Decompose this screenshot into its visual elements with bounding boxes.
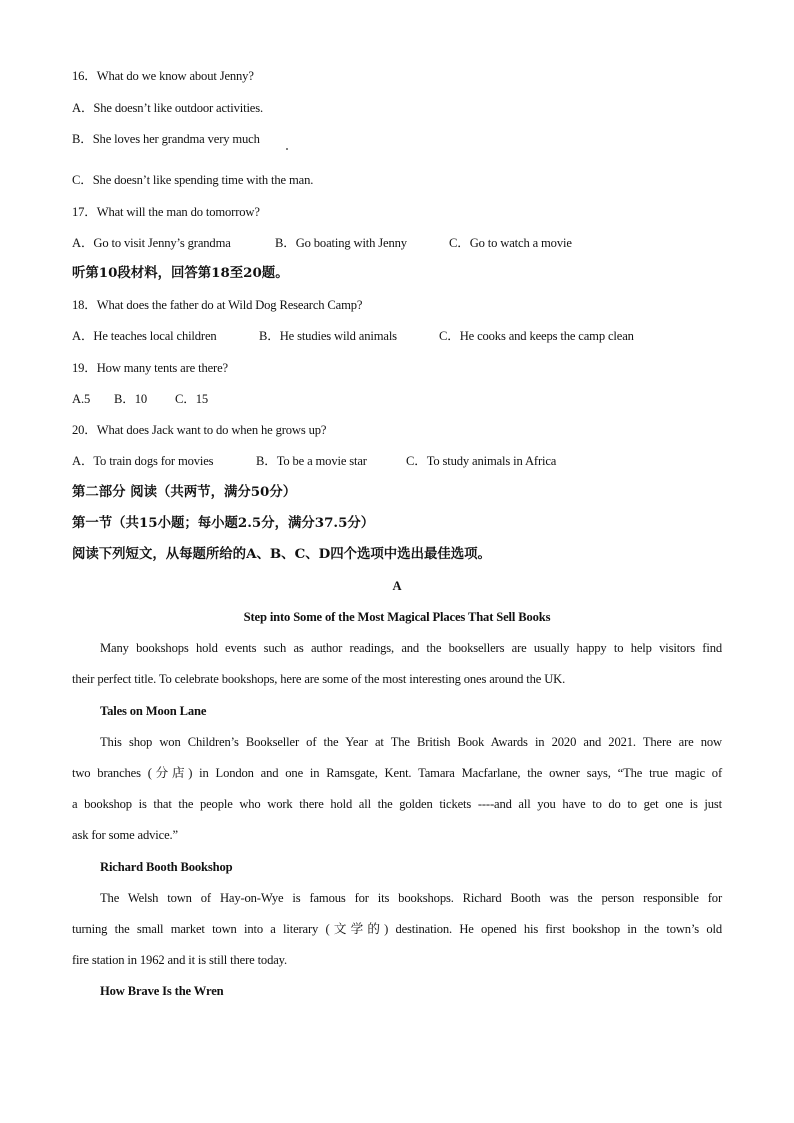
- question-17-stem: 17．What will the man do tomorrow?: [72, 205, 260, 219]
- section-1-heading: 第一节（共15小题；每小题2.5分，满分37.5分）: [72, 515, 375, 531]
- passage-title: Step into Some of the Most Magical Places That Sell Books: [243, 610, 551, 624]
- question-18-stem: 18．What does the father do at Wild Dog Research Camp?: [72, 298, 363, 312]
- question-19-option-c: C．15: [175, 392, 208, 406]
- question-17-options: [72, 235, 572, 251]
- shop-2-line-2: turning the small market town into a literary (文学的) destination. He opened his first bookshop in the town’s old: [72, 922, 722, 936]
- question-19-option-a: A.5: [72, 392, 91, 406]
- section-10-heading: 听第10段材料，回答第18至20题。: [72, 265, 289, 281]
- question-17-option-c: C．Go to watch a movie: [449, 236, 572, 250]
- question-16-option-b: B．She loves her grandma very much: [72, 132, 260, 146]
- question-16-stem: 16．What do we know about Jenny?: [72, 69, 254, 83]
- shop-2-line-1: The Welsh town of Hay-on-Wye is famous for its bookshops. Richard Booth was the person responsible for: [100, 891, 722, 905]
- shop-2-line-3: fire station in 1962 and it is still there today.: [72, 953, 287, 967]
- shop-1-line-4: ask for some advice.”: [72, 828, 178, 842]
- question-16-option-c: C．She doesn’t like spending time with the man.: [72, 173, 314, 187]
- question-17-option-a: A．Go to visit Jenny’s grandma: [72, 236, 231, 250]
- question-20-stem: 20．What does Jack want to do when he grows up?: [72, 423, 327, 437]
- question-17-option-b: B．Go boating with Jenny: [275, 236, 407, 250]
- shop-1-line-2: two branches (分店) in London and one in Ramsgate, Kent. Tamara Macfarlane, the owner says, “The true magic of: [72, 766, 722, 780]
- question-18-option-c: C．He cooks and keeps the camp clean: [439, 329, 634, 343]
- question-16-option-a: A．She doesn’t like outdoor activities.: [72, 101, 263, 115]
- shop-2-title: Richard Booth Bookshop: [100, 860, 233, 874]
- stray-mark: [286, 148, 288, 150]
- question-18-option-a: A．He teaches local children: [72, 329, 217, 343]
- shop-1-line-1: This shop won Children’s Bookseller of the Year at The British Book Awards in 2020 and 2021. There are now: [100, 735, 722, 749]
- question-18-option-b: B．He studies wild animals: [259, 329, 397, 343]
- shop-1-line-3: a bookshop is that the people who work there hold all the golden tickets ----and all you have to do to get one is just: [72, 797, 722, 811]
- shop-1-title: Tales on Moon Lane: [100, 704, 207, 718]
- part-2-heading: 第二部分 阅读（共两节，满分50分）: [72, 484, 297, 500]
- question-20-option-c: C．To study animals in Africa: [406, 454, 557, 468]
- question-18-options: [72, 328, 634, 344]
- shop-3-title: How Brave Is the Wren: [100, 984, 224, 998]
- question-19-options: [72, 391, 208, 407]
- question-20-option-a: A．To train dogs for movies: [72, 454, 214, 468]
- reading-instruction: 阅读下列短文，从每题所给的A、B、C、D四个选项中选出最佳选项。: [72, 546, 491, 562]
- passage-letter: A: [392, 579, 402, 593]
- question-19-option-b: B．10: [114, 392, 147, 406]
- question-19-stem: 19．How many tents are there?: [72, 361, 228, 375]
- intro-line-2: their perfect title. To celebrate bookshops, here are some of the most interesting ones around the UK.: [72, 672, 566, 686]
- question-20-options: [72, 453, 556, 469]
- intro-line-1: Many bookshops hold events such as author readings, and the booksellers are usually happy to help visitors find: [100, 641, 722, 655]
- question-20-option-b: B．To be a movie star: [256, 454, 367, 468]
